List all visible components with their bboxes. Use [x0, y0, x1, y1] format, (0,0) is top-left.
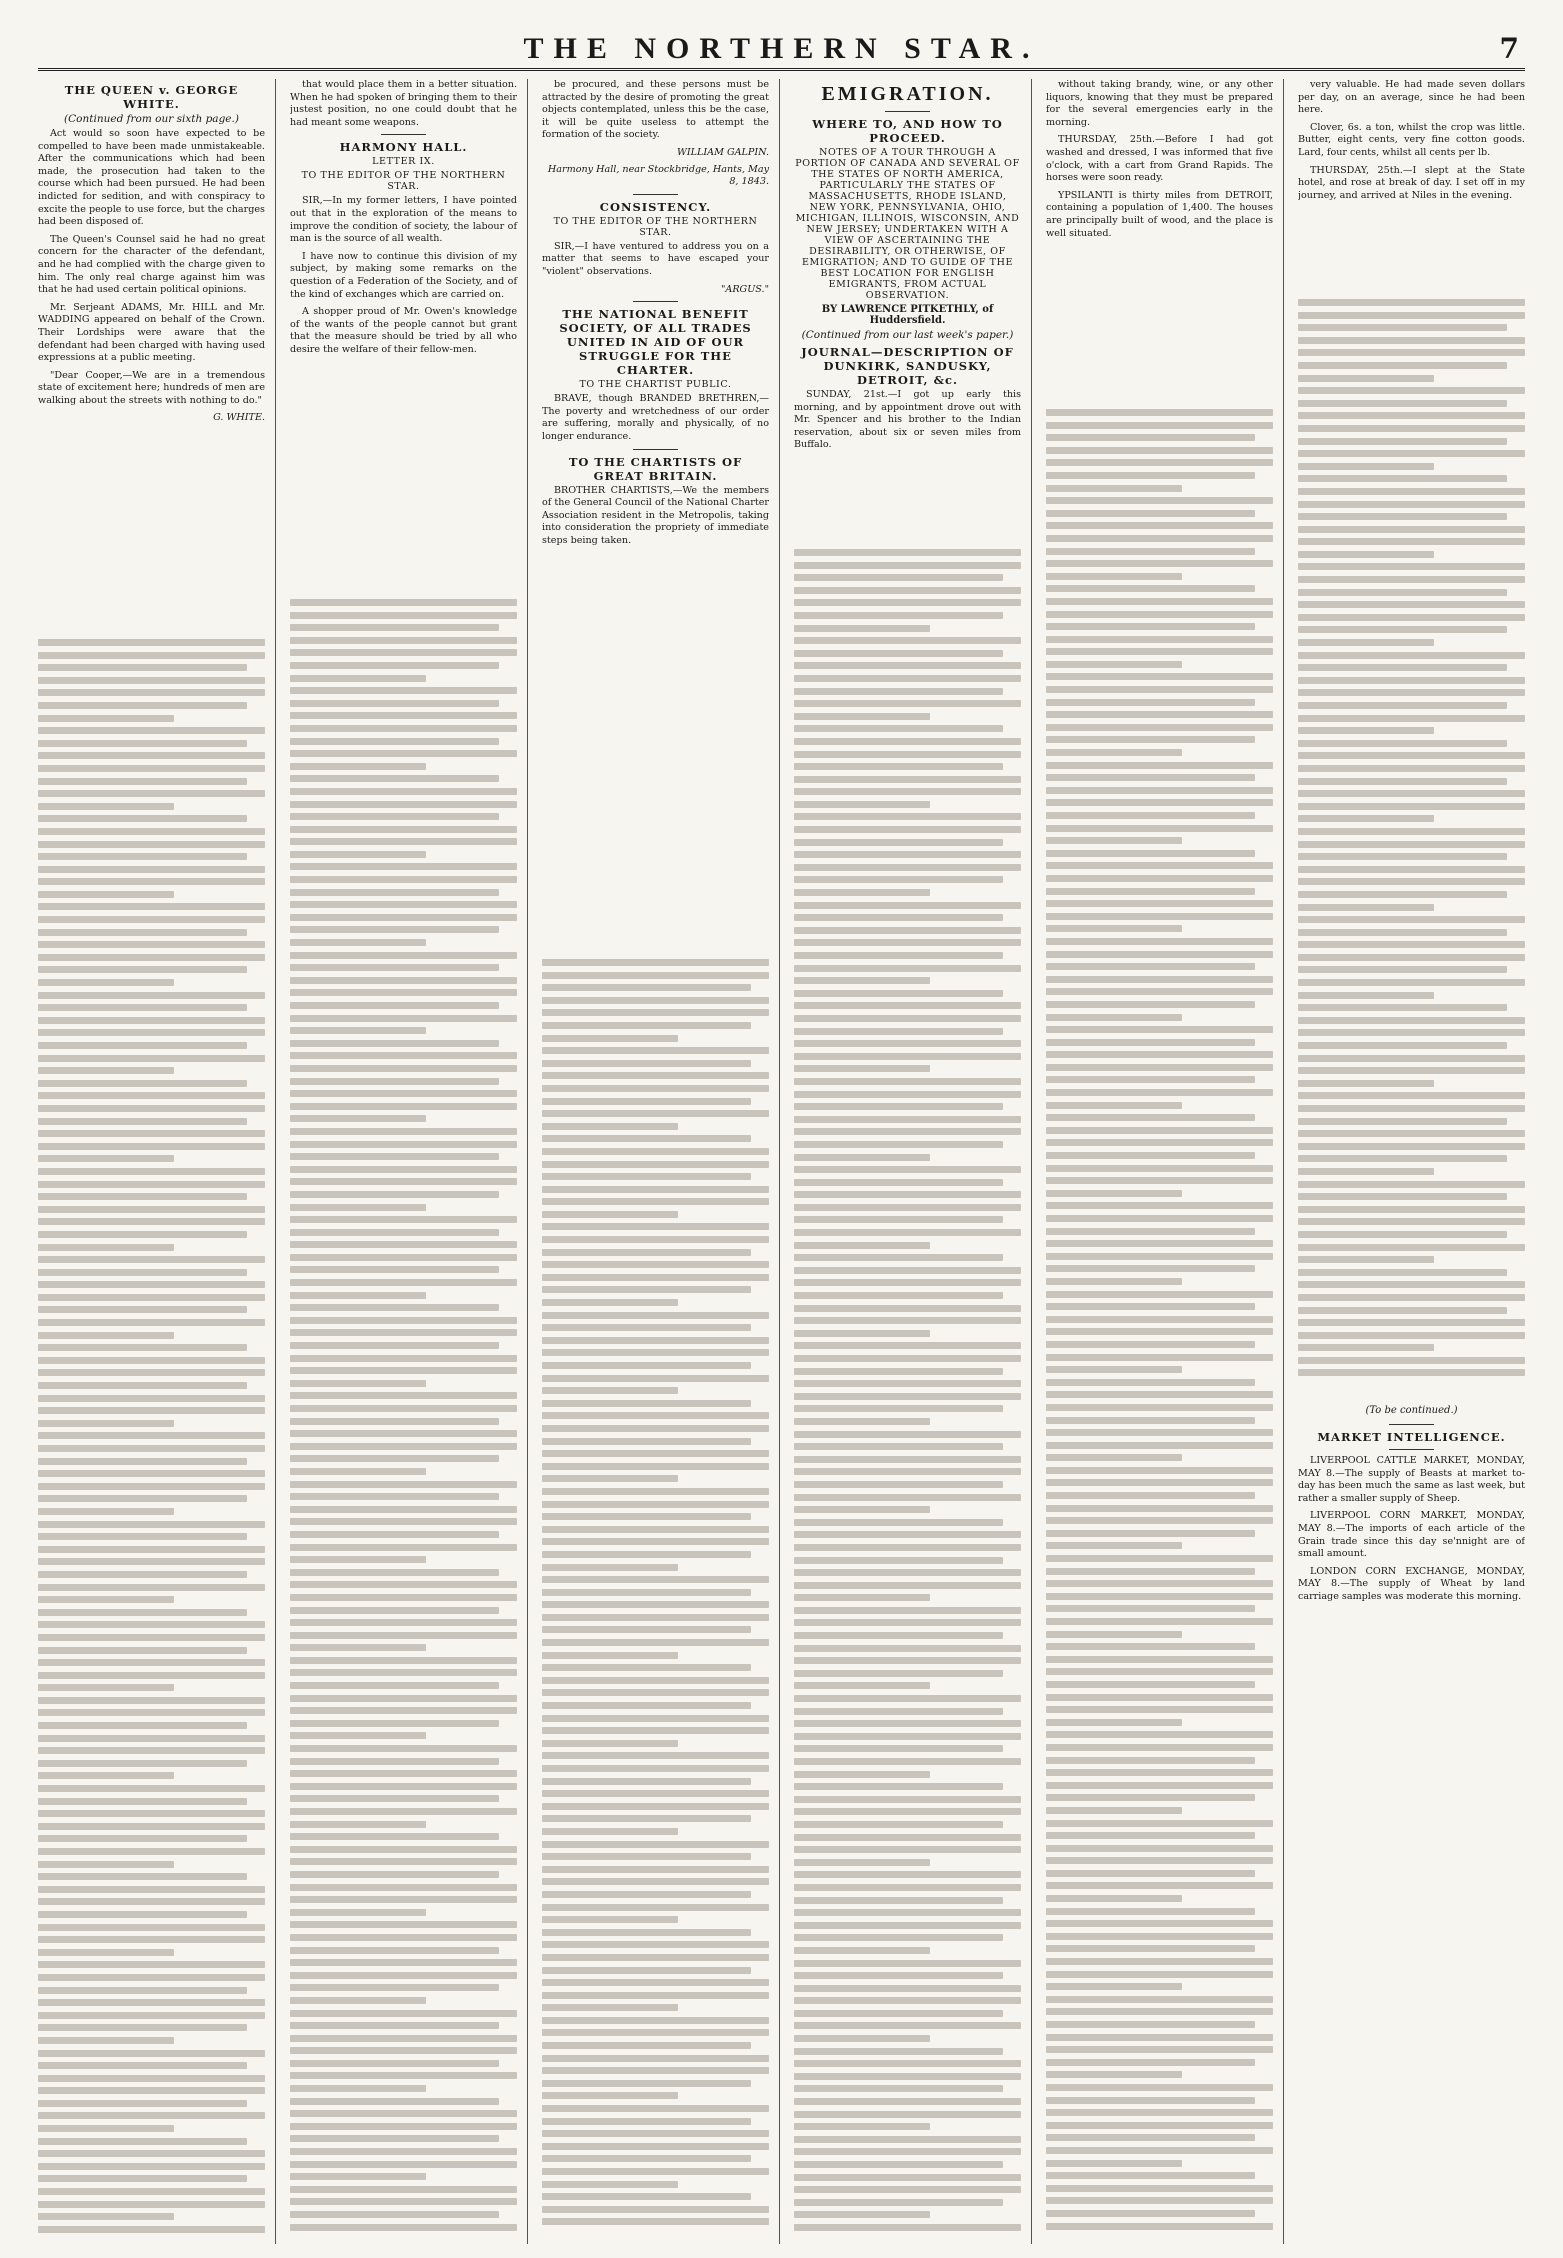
- market-report-london-corn: LONDON CORN EXCHANGE, MONDAY, MAY 8.—The supply of Wheat by land carriage samples was moderate this morning.: [1298, 1565, 1525, 1602]
- column-4: [794, 79, 1032, 2244]
- market-report-liverpool-cattle: LIVERPOOL CATTLE MARKET, MONDAY, MAY 8.—The supply of Beasts at market to-day has been much the same as last week, but rather a smaller supply of Sheep.: [1298, 1455, 1525, 1504]
- article-paragraph: The Queen's Counsel said he had no great concern for the character of the defendant, and he had complied with the charge given to him. The only real charge against him was that he had used certain political opinions.: [38, 233, 265, 296]
- article-subheading: WHERE TO, AND HOW TO PROCEED.: [812, 117, 1003, 145]
- column-2: [290, 79, 528, 2244]
- letter-addressee: TO THE CHARTIST PUBLIC.: [579, 379, 732, 391]
- column-text-continuation: [542, 959, 769, 2244]
- letter-place-date: Harmony Hall, near Stockbridge, Hants, May 8, 1843.: [547, 163, 769, 188]
- letter-signature: "ARGUS.": [720, 283, 769, 295]
- article-heading-benefit-society: THE NATIONAL BENEFIT SOCIETY, OF ALL TRADES UNITED IN AID OF OUR STRUGGLE FOR THE CHARTER.: [559, 307, 752, 378]
- article-paragraph: that would place them in a better situation. When he had spoken of bringing them to their justest position, no one could doubt that he had meant some weapons.: [290, 79, 517, 128]
- article-paragraph: A shopper proud of Mr. Owen's knowledge of the wants of the people cannot but grant that the measure should be tried by all who desire the welfare of their fellow-men.: [290, 306, 517, 355]
- divider: [1389, 1449, 1434, 1450]
- article-to-be-continued: (To be continued.): [1365, 1405, 1458, 1416]
- article-paragraph: without taking brandy, wine, or any other liquors, knowing that they must be prepared for the several emergencies early in the morning.: [1046, 79, 1273, 128]
- letter-addressee: TO THE EDITOR OF THE NORTHERN STAR.: [301, 170, 506, 193]
- letter-number: LETTER IX.: [372, 156, 435, 168]
- article-heading-market: MARKET INTELLIGENCE.: [1317, 1430, 1506, 1444]
- article-signature: G. WHITE.: [213, 412, 265, 424]
- article-continued-note: (Continued from our sixth page.): [64, 113, 239, 125]
- column-text-continuation: [38, 639, 265, 2244]
- column-6: [1298, 79, 1525, 2244]
- column-5: [1046, 79, 1284, 2244]
- column-text-continuation: [1298, 299, 1525, 1384]
- article-continued-note: (Continued from our last week's paper.): [801, 329, 1014, 341]
- article-paragraph: BRAVE, though BRANDED BRETHREN,—The poverty and wretchedness of our order are suffering, morally and physically, of no longer endurance.: [542, 393, 769, 442]
- divider: [633, 194, 678, 195]
- divider: [381, 134, 426, 135]
- article-paragraph: THURSDAY, 25th.—I slept at the State hotel, and rose at break of day. I set off in my journey, and arrived at Niles in the evening.: [1298, 164, 1525, 201]
- column-text-continuation: [794, 549, 1021, 2244]
- column-3: [542, 79, 780, 2244]
- article-paragraph: very valuable. He had made seven dollars per day, on an average, since he had been here.: [1298, 79, 1525, 116]
- article-heading-harmony-hall: HARMONY HALL.: [339, 140, 468, 155]
- article-heading-emigration: EMIGRATION.: [821, 83, 994, 105]
- article-heading-chartists: TO THE CHARTISTS OF GREAT BRITAIN.: [568, 454, 743, 483]
- price-list: Clover, 6s. a ton, whilst the crop was little. Butter, eight cents, very fine cotton goods. Lard, four cents, whilst all cents per lb.: [1298, 121, 1525, 158]
- article-heading-queen-v-white: THE QUEEN v. GEORGE WHITE.: [64, 83, 239, 111]
- masthead: [38, 28, 1525, 71]
- newspaper-title: THE NORTHERN STAR.: [523, 32, 1040, 65]
- article-paragraph: SIR,—I have ventured to address you on a matter that seems to have escaped your "violent" observations.: [542, 240, 769, 277]
- divider: [1389, 1424, 1434, 1425]
- article-paragraph: SUNDAY, 21st.—I got up early this morning, and by appointment drove out with Mr. Spencer and his brother to the Indian reservation, about six or seven miles from Buffalo.: [794, 389, 1021, 451]
- column-text-continuation: [290, 599, 517, 2244]
- article-paragraph: be procured, and these persons must be attracted by the desire of promoting the great objects contemplated, unless this be the case, it will be quite useless to attempt the formation of the society.: [542, 79, 769, 141]
- article-summary: NOTES OF A TOUR THROUGH A PORTION OF CANADA AND SEVERAL OF THE STATES OF NORTH AMERICA, PARTICULARLY THE STATES OF MASSACHUSETTS, RHODE ISLAND, NEW YORK, PENNSYLVANIA, OHIO, MICHIGAN, ILLINOIS, WISCONSIN, AND NEW JERSEY; UNDERTAKEN WITH A VIEW OF ASCERTAINING THE DESIRABILITY, OR OTHERWISE, OF EMIGRATION; AND TO GUIDE OF THE BEST LOCATION FOR ENGLISH EMIGRANTS, FROM ACTUAL OBSERVATION.: [795, 147, 1020, 301]
- article-paragraph: BROTHER CHARTISTS,—We the members of the General Council of the National Charter Association resident in the Metropolis, taking into consideration the propriety of immediate steps being taken.: [542, 484, 769, 546]
- article-paragraph: YPSILANTI is thirty miles from DETROIT, containing a population of 1,400. The houses are principally built of wood, and the place is well situated.: [1046, 189, 1273, 239]
- market-report-liverpool-corn: LIVERPOOL CORN MARKET, MONDAY, MAY 8.—The imports of each article of the Grain trade since this day se'nnight are of small amount.: [1298, 1510, 1525, 1560]
- journal-heading: JOURNAL—DESCRIPTION OF DUNKIRK, SANDUSKY, DETROIT, &c.: [801, 345, 1014, 387]
- column-1: [38, 79, 276, 2244]
- article-byline: BY LAWRENCE PITKETHLY, of Huddersfield.: [821, 304, 994, 326]
- article-columns: [38, 79, 1525, 2244]
- article-paragraph: THURSDAY, 25th.—Before I had got washed and dressed, I was informed that five o'clock, with a cart from Grand Rapids. The horses were soon ready.: [1046, 134, 1273, 184]
- article-paragraph: "Dear Cooper,—We are in a tremendous state of excitement here; hundreds of men are walking about the streets with nothing to do.": [38, 369, 265, 406]
- page-number: 7: [1499, 32, 1519, 65]
- market-section: [1298, 1397, 1525, 1609]
- column-text-continuation: [1046, 409, 1273, 2244]
- divider: [633, 449, 678, 450]
- letter-signature: WILLIAM GALPIN.: [676, 146, 769, 158]
- article-paragraph: Act would so soon have expected to be compelled to have been made unmistakeable. After the communications which had been made, the prosecution had taken to the course which had been pursued. He had been indicted for sedition, and with conspiracy to excite the people to use force, but the charges had been disposed of.: [38, 128, 265, 228]
- article-paragraph: SIR,—In my former letters, I have pointed out that in the exploration of the means to improve the condition of society, the labour of man is the source of all wealth.: [290, 195, 517, 245]
- divider: [633, 301, 678, 302]
- divider: [885, 111, 930, 112]
- article-paragraph: I have now to continue this division of my subject, by making some remarks on the question of a Federation of the Society, and of the kind of exchanges which are carried on.: [290, 250, 517, 300]
- letter-addressee: TO THE EDITOR OF THE NORTHERN STAR.: [553, 215, 758, 238]
- article-paragraph: Mr. Serjeant ADAMS, Mr. HILL and Mr. WADDING appeared on behalf of the Crown. Their Lordships were aware that the defendant had been charged with having used expressions at a public meeting.: [38, 301, 265, 364]
- article-heading-consistency: CONSISTENCY.: [599, 199, 712, 214]
